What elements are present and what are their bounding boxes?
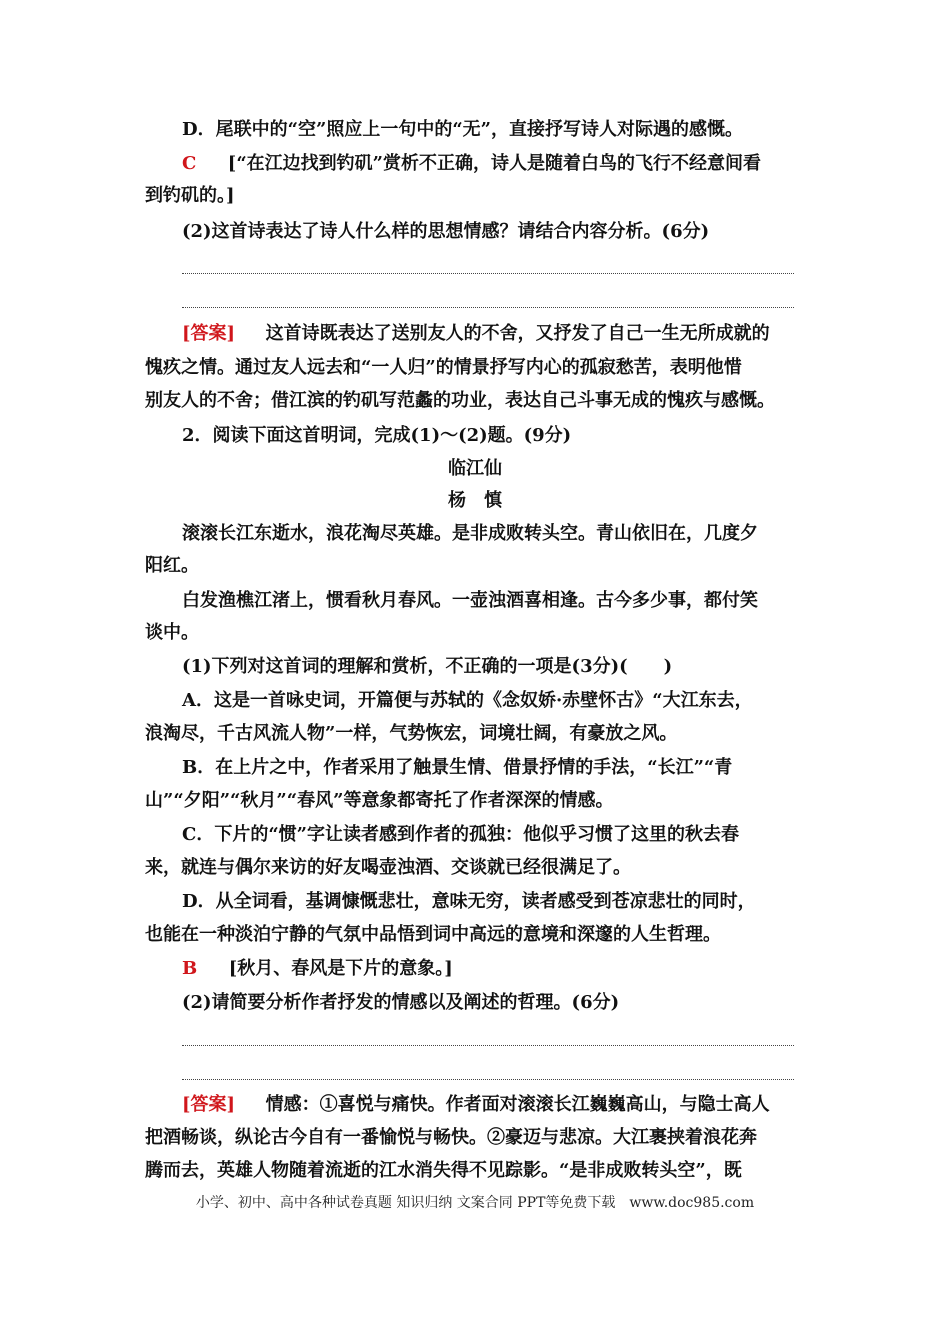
q2-option-d-line2: 也能在一种淡泊宁静的气氛中品悟到词中高远的意境和深邃的人生哲理。: [145, 924, 721, 945]
q1-answer-text: 这首诗既表达了送别友人的不舍，又抒发了自己一生无所成就的: [265, 323, 770, 344]
poem-line-2: 阳红。: [145, 555, 199, 576]
answer-blank-line: [182, 1045, 794, 1046]
q2-option-b-line1: B．在上片之中，作者采用了触景生情、借景抒情的手法，“长江”“青: [182, 757, 733, 778]
q1-answer-paragraph-line1: [182, 322, 810, 346]
q2-intro: 2．阅读下面这首明词，完成(1)～(2)题。(9分): [182, 425, 572, 446]
q2-answer-letter: B: [182, 958, 198, 979]
q2-answer-text: 情感：①喜悦与痛快。作者面对滚滚长江巍巍高山，与隐士高人: [265, 1094, 770, 1115]
q1-option-d: D．尾联中的“空”照应上一句中的“无”，直接抒写诗人对际遇的感慨。: [182, 119, 744, 140]
poem-author: 杨 慎: [448, 490, 502, 511]
q2-option-c-line1: C．下片的“惯”字让读者感到作者的孤独：他似乎习惯了这里的秋去春: [182, 824, 740, 845]
q2-sub-question-1: (1)下列对这首词的理解和赏析，不正确的一项是(3分)( ): [182, 656, 673, 677]
q2-sub-question-2: (2)请简要分析作者抒发的情感以及阐述的哲理。(6分): [182, 992, 620, 1013]
answer-blank-line: [182, 273, 794, 274]
q1-explanation-line2: 到钓矶的。]: [145, 185, 235, 206]
q2-option-b-line2: 山”“夕阳”“秋月”“春风”等意象都寄托了作者深深的情感。: [145, 790, 614, 811]
q2-answer-paragraph-line2: 把酒畅谈，纵论古今自有一番愉悦与畅快。②豪迈与悲凉。大江裹挟着浪花奔: [145, 1127, 757, 1148]
q1-explanation-line1: [“在江边找到钓矶”赏析不正确，诗人是随着白鸟的飞行不经意间看: [227, 153, 762, 174]
q2-answer-paragraph-line1: [182, 1093, 810, 1117]
poem-title: 临江仙: [448, 458, 502, 479]
q1-sub-question-2: (2)这首诗表达了诗人什么样的思想情感？请结合内容分析。(6分): [182, 221, 710, 242]
q2-answer-line: [182, 957, 810, 981]
q2-option-d-line1: D．从全词看，基调慷慨悲壮，意味无穷，读者感受到苍凉悲壮的同时，: [182, 891, 756, 912]
q1-answer-line: [182, 152, 810, 176]
q2-option-a-line1: A．这是一首咏史词，开篇便与苏轼的《念奴娇·赤壁怀古》“大江东去，: [182, 690, 753, 711]
answer-tag: [答案]: [182, 323, 236, 344]
q1-answer-paragraph-line2: 愧疚之情。通过友人远去和“一人归”的情景抒写内心的孤寂愁苦，表明他惜: [145, 357, 742, 378]
q2-explanation: [秋月、春风是下片的意象。]: [228, 958, 453, 979]
poem-line-4: 谈中。: [145, 622, 199, 643]
answer-tag: [答案]: [182, 1094, 236, 1115]
q2-option-a-line2: 浪淘尽，千古风流人物”一样，气势恢宏，词境壮阔，有豪放之风。: [145, 723, 678, 744]
q2-answer-paragraph-line3: 腾而去，英雄人物随着流逝的江水消失得不见踪影。“是非成败转头空”，既: [145, 1160, 742, 1181]
answer-blank-line: [182, 307, 794, 308]
poem-line-3: 白发渔樵江渚上，惯看秋月春风。一壶浊酒喜相逢。古今多少事，都付笑: [182, 590, 758, 611]
page-footer: 小学、初中、高中各种试卷真题 知识归纳 文案合同 PPT等免费下载 www.doc985.com: [195, 1195, 755, 1211]
poem-line-1: 滚滚长江东逝水，浪花淘尽英雄。是非成败转头空。青山依旧在，几度夕: [182, 523, 758, 544]
q2-option-c-line2: 来，就连与偶尔来访的好友喝壶浊酒、交谈就已经很满足了。: [145, 857, 631, 878]
q1-answer-paragraph-line3: 别友人的不舍；借江滨的钓矶写范蠡的功业，表达自己斗事无成的愧疚与感慨。: [145, 390, 775, 411]
q1-answer-letter: C: [182, 153, 197, 174]
answer-blank-line: [182, 1079, 794, 1080]
